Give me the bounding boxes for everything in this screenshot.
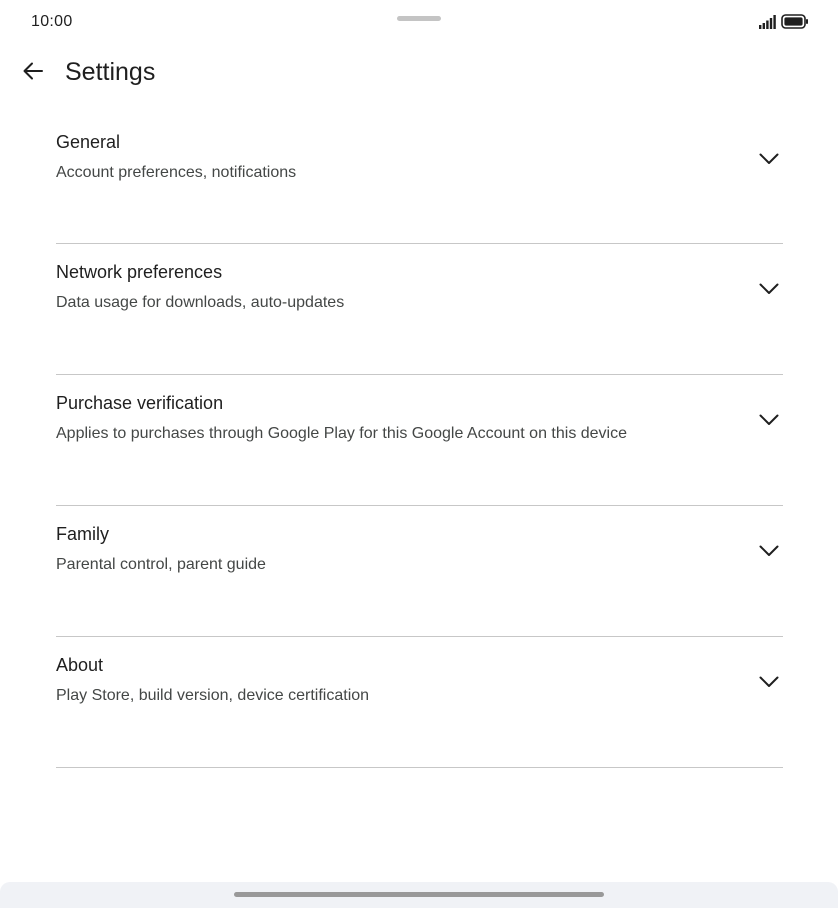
battery-icon: [781, 14, 809, 34]
item-title: Family: [56, 524, 109, 544]
status-time: 10:00: [31, 13, 73, 30]
settings-list: [56, 114, 783, 768]
status-bar: [0, 0, 838, 44]
signal-icon: [759, 15, 776, 34]
item-title: Purchase verification: [56, 393, 224, 413]
item-subtitle: Parental control, parent guide: [56, 556, 266, 573]
chevron-down-icon[interactable]: [757, 277, 781, 301]
chevron-down-icon[interactable]: [757, 539, 781, 563]
item-title: Network preferences: [56, 262, 223, 282]
item-subtitle: Play Store, build version, device certification: [56, 687, 370, 704]
page-title: Settings: [65, 58, 156, 86]
item-subtitle: Applies to purchases through Google Play for this Google Account on this device: [56, 425, 628, 442]
item-subtitle: Data usage for downloads, auto-updates: [56, 294, 345, 311]
item-title: General: [56, 132, 121, 152]
chevron-down-icon[interactable]: [757, 408, 781, 432]
status-icons: [759, 14, 809, 34]
settings-item-general[interactable]: [56, 114, 783, 244]
chevron-down-icon[interactable]: [757, 670, 781, 694]
settings-item-family[interactable]: [56, 506, 783, 637]
chevron-down-icon[interactable]: [757, 147, 781, 171]
settings-item-network-preferences[interactable]: [56, 244, 783, 375]
settings-item-about[interactable]: [56, 637, 783, 768]
item-title: About: [56, 655, 104, 675]
settings-item-purchase-verification[interactable]: [56, 375, 783, 506]
back-button[interactable]: [18, 58, 48, 88]
top-app-bar: [0, 50, 838, 96]
drag-handle: [397, 16, 441, 21]
arrow-back-icon: [22, 60, 44, 87]
item-subtitle: Account preferences, notifications: [56, 164, 297, 181]
home-indicator[interactable]: [234, 892, 604, 897]
navigation-bar: [0, 882, 838, 908]
